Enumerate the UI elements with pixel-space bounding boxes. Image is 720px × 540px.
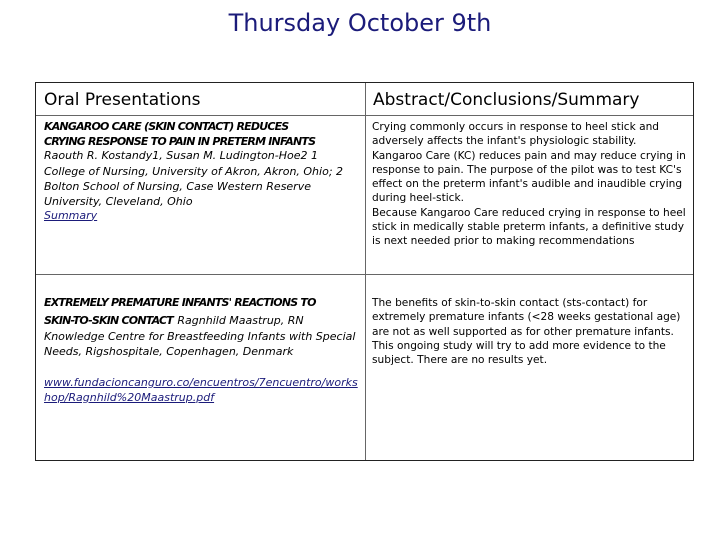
- header-oral-presentations: Oral Presentations: [44, 90, 201, 110]
- presentations-table: [35, 82, 694, 461]
- presentation-2-workshop-link[interactable]: www.fundacioncanguro.co/encuentros/7encuentro/workshop/Ragnhild%20Maastrup.pdf: [44, 376, 358, 404]
- row-divider: [36, 274, 693, 275]
- header-divider: [36, 115, 693, 116]
- abstract-1-paragraph-1: Crying commonly occurs in response to heel stick and adversely affects the infant's physiologic stability. Kangaroo Care (KC) reduces pain and may reduce crying in response to pain. The purpose of the pilot was to test KC's effect on the preterm infant's audible and inaudible crying during heel-stick.: [372, 121, 686, 205]
- presentation-2: [44, 296, 362, 359]
- presentation-1-summary-link[interactable]: Summary: [44, 208, 98, 222]
- abstract-1: [372, 120, 690, 249]
- presentation-2-affiliation: Knowledge Centre for Breastfeeding Infants with Special Needs, Rigshospitale, Copenhagen, Denmark: [44, 329, 356, 358]
- presentation-1-affiliation: College of Nursing, University of Akron, Akron, Ohio; 2 Bolton School of Nursing, Case Western Reserve University, Cleveland, Ohio: [44, 164, 344, 208]
- abstract-1-paragraph-2: Because Kangaroo Care reduced crying in response to heel stick in medically stable preterm infants, a definitive study is next needed prior to making recommendations: [372, 206, 686, 248]
- presentation-1: [44, 120, 362, 223]
- presentation-1-title-line1: KANGAROO CARE (SKIN CONTACT) REDUCES: [44, 120, 289, 133]
- presentation-1-title-line2: CRYING RESPONSE TO PAIN IN PRETERM INFANTS: [44, 134, 316, 148]
- presentation-2-authors: Ragnhild Maastrup, RN: [177, 313, 304, 327]
- presentation-1-authors: Raouth R. Kostandy1, Susan M. Ludington-Hoe2 1: [44, 149, 319, 162]
- page-title: Thursday October 9th: [228, 9, 492, 37]
- presentation-2-title-line1: EXTREMELY PREMATURE INFANTS' REACTIONS TO: [44, 296, 316, 309]
- abstract-2-paragraph-1: The benefits of skin-to-skin contact (sts-contact) for extremely premature infants (<28 weeks gestational age) are not as well supported as for other premature infants. This ongoing study will try to add more evidence to the subject. There are no results yet.: [372, 297, 681, 367]
- abstract-2: [372, 296, 690, 367]
- presentation-2-title-line2: SKIN-TO-SKIN CONTACT: [44, 313, 173, 327]
- header-abstract: Abstract/Conclusions/Summary: [373, 90, 640, 110]
- column-divider: [365, 83, 366, 460]
